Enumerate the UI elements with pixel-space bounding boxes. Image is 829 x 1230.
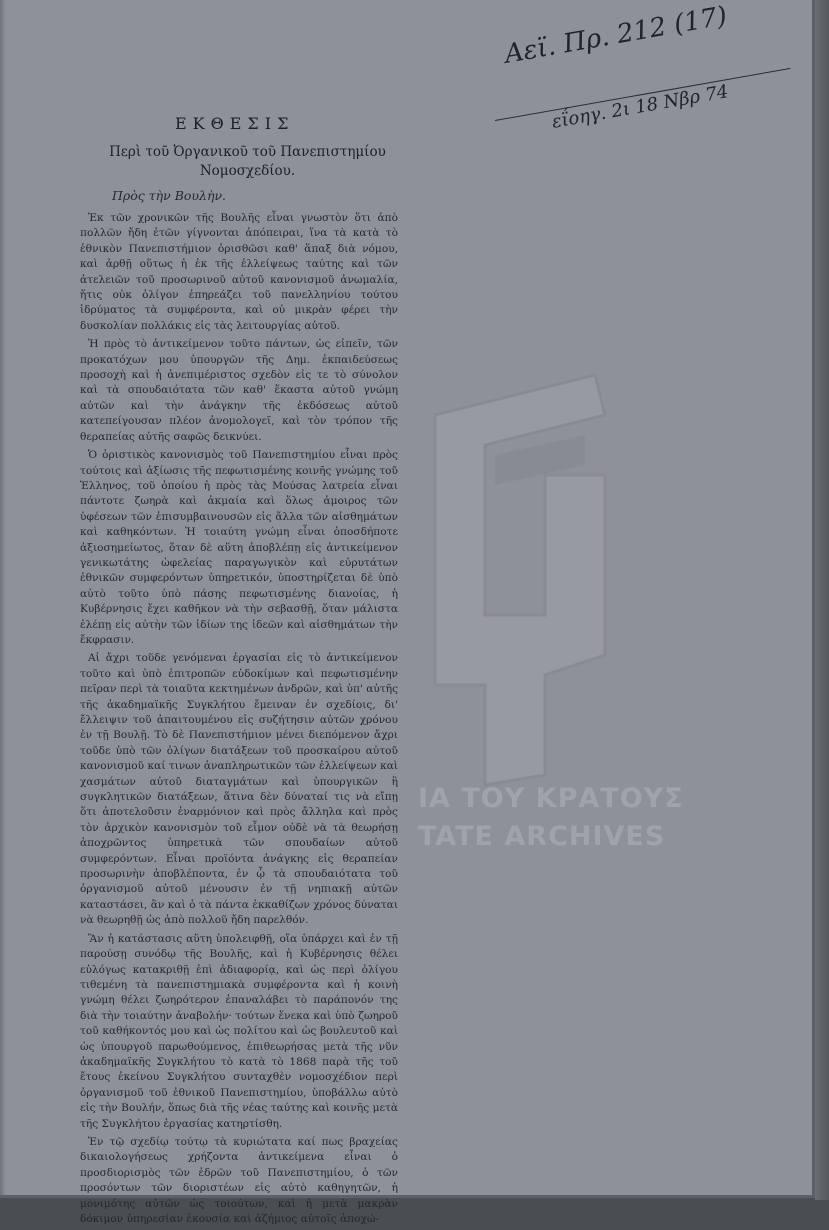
paragraph: Ἂν ἡ κατάστασις αὕτη ὑπολειφθῇ, οἵα ὑπάρχει καὶ ἐν τῇ παρούσῃ συνόδῳ τῆς Βουλῆς, καὶ ἡ Κυβέρνησις θέλει εὐλόγως κατακριθῇ ἐπὶ ἀδιαφορίᾳ, καὶ ὡς περὶ ὀλίγου τιθεμένη τὰ πανεπιστημιακὰ συμφέροντα καὶ ἡ κοινὴ γνώμη θέλει ζωηρότερον ἐπαναλάβει τὸ παράπονόν της διὰ τὴν τοιαύτην ἀναβολήν· τούτων ἕνεκα καὶ ὑπὸ ζωηροῦ τοῦ καθήκοντός μου καὶ ὡς πολίτου καὶ ὡς βουλευτοῦ καὶ ὡς ὑπουργοῦ παρωθούμενος, ἐπιθεωρήσας μετὰ τῆς νῦν ἀκαδημαϊκῆς Συγκλήτου τὸ κατὰ τὸ 1868 παρὰ τῆς τοῦ ἔτους ἐκείνου Συγκλήτου συνταχθὲν νομοσχέδιον περὶ ὀργανισμοῦ τοῦ ἐθνικοῦ Πανεπιστημίου, ὑποβάλλω αὐτὸ εἰς τὴν Βουλήν, ὅπως διὰ τῆς νέας ταύτης καὶ κοινῆς μετὰ τῆς Συγκλήτου ἐργασίας κατηρτίσθη. [80,932,398,1130]
page-binding-edge [815,0,829,1200]
salutation: Πρὸς τὴν Βουλὴν. [112,188,227,203]
handwritten-reference: Αεϊ. Πρ. 212 (17) [502,1,730,70]
document-title: ΕΚΘΕΣΙΣ [175,114,295,133]
paragraph: Ἐν τῷ σχεδίῳ τούτῳ τὰ κυριώτατα καί πως βραχείας δικαιολογήσεως χρήζοντα ἀντικείμενα εἶναι ὁ προσδιορισμὸς τῶν ἑδρῶν τοῦ Πανεπιστημίου, ὁ τῶν προσόντων τῶν διοριστέων εἰς αὐτὸ καθηγητῶν, ἡ μονιμότης αὐτῶν ὡς τοιούτων, καὶ ἡ μετὰ μακρὰν δόκιμον ὑπηρεσίαν ἑκουσία καὶ ἀζήμιος αὐτοῖς ἀποχώ- [80,1135,398,1225]
watermark-line-greek: ΙΑ ΤΟΥ ΚΡΑΤΟΥΣ [418,783,684,814]
paragraph: Ὁ ὁριστικὸς κανονισμὸς τοῦ Πανεπιστημίου εἶναι πρὸς τούτοις καὶ ἀξίωσις τῆς πεφωτισμένης κοινῆς γνώμης τοῦ Ἑλληνος, τοῦ ὁποίου ἡ πρὸς τὰς Μούσας λατρεία εἶναι πάντοτε ζωηρὰ καὶ ἀκμαία καὶ ὅλως ἀμοιρος τῶν ὑφέσεων τῶν ἐπισυμβαινουσῶν εἰς ἄλλα τῶν αἰσθημάτων καὶ καθηκόντων. Ἡ τοιαύτη γνώμη εἶναι ὁποσδήποτε ἀξιοσημείωτος, ὅταν δὲ αὕτη ἀποβλέπῃ εἰς ἀντικείμενον γενικωτάτης ὠφελείας παραγωγικὸν καὶ εὐρυτάτων ἐθνικῶν συμφερόντων ὑπηρετικόν, ὑποστηρίζεται δὲ ὑπὸ αὐτὸ τοῦτο ὑπὸ πάσης πεφωτισμένης διανοίας, ἡ Κυβέρνησις ἔχει καθῆκον νὰ τὴν σεβασθῇ, ὅταν μάλιστα ἐλέπῃ εἰς αὐτὴν τῶν ἰδίων της ἰδεῶν καὶ αἰσθημάτων τὴν ἔκφρασιν. [80,449,398,646]
subtitle-line-1: Περὶ τοῦ Ὀργανικοῦ τοῦ Πανεπιστημίου [109,144,386,160]
subtitle-line-2: Νομοσχεδίου. [199,163,296,179]
state-archives-watermark [418,780,684,856]
paragraph: Αἱ ἄχρι τοῦδε γενόμεναι ἐργασίαι εἰς τὸ ἀντικείμενον τοῦτο καὶ ὑπὸ ἐπιτροπῶν εὐδοκίμων καὶ πεφωτισμένην πεῖραν περὶ τὰ τοιαῦτα κεκτημένων ἀνδρῶν, καὶ ὑπ' αὐτῆς τῆς ἀκαδημαϊκῆς Συγκλήτου ἔμειναν ἐν σχεδίοις, δι' ἔλλειψιν τοῦ ἀπαιτουμένου εἰς συζήτησιν αὐτῶν χρόνου ἐν τῇ Βουλῇ. Τὸ δὲ Πανεπιστήμιον μένει διεπόμενον ἄχρι τοῦδε ὑπὸ τῶν ὀλίγων διατάξεων τοῦ προσκαίρου αὐτοῦ κανονισμοῦ καί τινων ἀναπληρωτικῶν τῶν ἐλλείψεων καὶ χασμάτων αὐτοῦ διαταγμάτων καὶ ὑπουργικῶν ἢ συγκλητικῶν διατάξεων, ἅτινα δὲν δύναταί τις νὰ εἴπῃ ὅτι ἀποτελοῦσιν ἐναρμόνιον καὶ πρὸς ἄλληλα καὶ πρὸς τὸν ἀρχικὸν κανονισμὸν τοῦ εἶμον οὐδὲ νὰ τὰ θεωρήσῃ ἀποχρῶντος ὑπηρετικὰ τῶν σπουδαίων αὐτοῦ συμφερόντων. Εἶναι προϊόντα ἀνάγκης εἰς θεραπείαν προσωρινὴν ἀποβλέποντα, ἐν ᾧ τὰ σπουδαιότατα τοῦ ὀργανισμοῦ αὐτοῦ μένουσιν ἐν τῇ νηπιακῇ αὐτῶν καταστάσει, ἂν καὶ ὁ τὰ πάντα ἐκκαθίζων χρόνος δύναται νὰ θεωρηθῇ ὡς ἀπὸ πολλοῦ ἤδη παρελθόν. [80,652,398,927]
body-text [80,211,398,1230]
document-subtitle [100,143,395,181]
watermark-line-english: TATE ARCHIVES [418,821,666,852]
page-edge-shadow [0,0,6,1195]
paragraph: Ἐκ τῶν χρονικῶν τῆς Βουλῆς εἶναι γνωστὸν ὅτι ἀπὸ πολλῶν ἤδη ἐτῶν γίγνονται ἀπόπειραι, ἵνα τὰ κατὰ τὸ ἐθνικὸν Πανεπιστήμιον ὁρισθῶσι καθ' ἅπαξ διὰ νόμου, καὶ ἀρθῇ οὕτως ἡ ἐκ τῆς ἐλλείψεως ταύτης καὶ τῶν ἀτελειῶν τοῦ προσωρινοῦ αὐτοῦ κανονισμοῦ ἀνωμαλία, ἥτις οὐκ ὀλίγον ἐπηρεάζει τοῦ πανελληνίου τούτου ἱδρύματος τὰ συμφέροντα, καὶ οὐ μικρὰν φέρει τὴν δυσκολίαν πολλάκις εἰς τὰς λειτουργίας αὐτοῦ. [80,212,398,332]
handwritten-date-note: εΐοηγ. 2ι 18 Νβρ 74 [550,81,730,133]
archive-seal-watermark-icon [395,355,645,795]
paragraph: Ἡ πρὸς τὸ ἀντικείμενον τοῦτο πάντων, ὡς εἰπεῖν, τῶν προκατόχων μου ὑπουργῶν τῆς Δημ. ἐκπαιδεύσεως προσοχὴ καὶ ἡ ἀνεπιμέριστος σχεδὸν εἰς τε τὸ σύνολον καὶ τὰ σπουδαιότατα τῶν καθ' ἕκαστα αὐτοῦ γνώμη αὐτῶν καὶ τὴν ἀνάγκην τῆς ἐκδόσεως αὐτοῦ κατεπείγουσαν πλέον ἀνομολογεῖ, καὶ τὸν τρόπον τῆς θεραπείας αὐτῆς σαφῶς δεικνύει. [80,338,398,443]
